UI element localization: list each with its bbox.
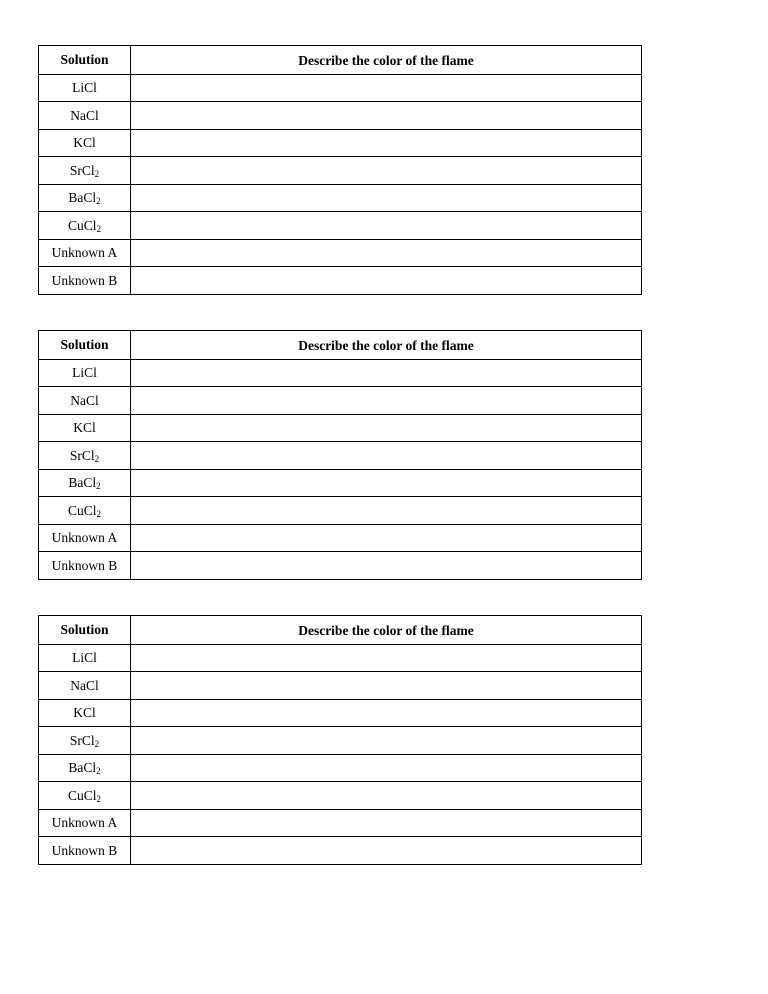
solution-name: LiCl [72,650,97,665]
solution-name: LiCl [72,365,97,380]
table-row [39,129,642,157]
solution-cell [39,102,131,130]
solution-cell [39,74,131,102]
table-row [39,469,642,497]
flame-color-answer-cell[interactable] [131,442,642,470]
solution-name: BaCl [68,760,97,775]
table-row [39,699,642,727]
solution-cell [39,782,131,810]
solution-name: CuCl [67,502,97,518]
flame-color-answer-cell[interactable] [131,754,642,782]
flame-color-answer-cell[interactable] [131,672,642,700]
solution-column-header: Solution [39,616,131,645]
solution-name: KCl [73,705,96,720]
solution-name: SrCl [69,732,95,748]
solution-name: Unknown A [51,245,118,260]
solution-cell [39,267,131,295]
solution-name: SrCl [69,162,95,178]
solution-name: Unknown A [51,530,118,545]
solution-cell [39,442,131,470]
table-row [39,497,642,525]
describe-column-header: Describe the color of the flame [131,616,642,645]
table-row [39,239,642,267]
solution-cell [39,469,131,497]
solution-cell [39,524,131,552]
flame-color-answer-cell[interactable] [131,212,642,240]
solution-name: CuCl [67,787,97,803]
flame-color-answer-cell[interactable] [131,552,642,580]
solution-cell [39,837,131,865]
table-row [39,754,642,782]
solution-cell [39,184,131,212]
solution-cell [39,809,131,837]
solution-subscript: 2 [96,223,101,234]
solution-name: NaCl [70,677,99,693]
solution-cell [39,387,131,415]
flame-color-table-3 [38,615,642,865]
table-header-row [39,616,642,645]
table-row [39,184,642,212]
table-header-row [39,331,642,360]
solution-column-header: Solution [39,331,131,360]
solution-cell [39,552,131,580]
solution-name: Unknown A [51,815,118,830]
solution-cell [39,672,131,700]
flame-color-answer-cell[interactable] [131,699,642,727]
table-row [39,672,642,700]
solution-subscript: 2 [96,508,101,519]
solution-name: BaCl [68,190,97,205]
describe-column-header: Describe the color of the flame [131,46,642,75]
solution-cell [39,754,131,782]
solution-name: SrCl [69,447,95,463]
table-row [39,102,642,130]
table-row [39,157,642,185]
table-row [39,524,642,552]
flame-color-answer-cell[interactable] [131,809,642,837]
table-row [39,837,642,865]
solution-cell [39,414,131,442]
solution-name: Unknown B [51,272,118,288]
flame-color-answer-cell[interactable] [131,359,642,387]
solution-cell [39,497,131,525]
flame-color-answer-cell[interactable] [131,239,642,267]
solution-name: KCl [73,420,96,435]
solution-subscript: 2 [96,766,101,776]
flame-color-answer-cell[interactable] [131,387,642,415]
flame-color-answer-cell[interactable] [131,102,642,130]
solution-subscript: 2 [94,168,100,179]
flame-color-table-2 [38,330,642,580]
flame-color-answer-cell[interactable] [131,524,642,552]
solution-name: LiCl [72,80,97,95]
flame-color-answer-cell[interactable] [131,644,642,672]
flame-color-answer-cell[interactable] [131,267,642,295]
solution-name: NaCl [70,392,99,408]
table-row [39,414,642,442]
solution-name: Unknown B [51,557,118,573]
table-row [39,782,642,810]
solution-subscript: 2 [96,196,101,206]
solution-cell [39,129,131,157]
table-row [39,359,642,387]
flame-color-table-1 [38,45,642,295]
table-row [39,809,642,837]
table-row [39,212,642,240]
flame-color-answer-cell[interactable] [131,184,642,212]
solution-cell [39,727,131,755]
flame-color-answer-cell[interactable] [131,414,642,442]
solution-name: Unknown B [51,842,118,858]
solution-subscript: 2 [94,453,100,464]
table-header-row [39,46,642,75]
table-row [39,387,642,415]
flame-color-answer-cell[interactable] [131,157,642,185]
solution-cell [39,212,131,240]
solution-name: NaCl [70,107,99,123]
solution-name: BaCl [68,475,97,490]
solution-cell [39,699,131,727]
solution-column-header: Solution [39,46,131,75]
flame-color-answer-cell[interactable] [131,497,642,525]
flame-color-answer-cell[interactable] [131,74,642,102]
table-row [39,644,642,672]
solution-cell [39,157,131,185]
table-row [39,442,642,470]
table-row [39,552,642,580]
solution-subscript: 2 [96,793,101,804]
solution-subscript: 2 [96,481,101,491]
solution-cell [39,359,131,387]
solution-cell [39,239,131,267]
flame-color-answer-cell[interactable] [131,837,642,865]
flame-color-answer-cell[interactable] [131,129,642,157]
table-row [39,267,642,295]
solution-name: KCl [73,135,96,150]
solution-name: CuCl [67,217,97,233]
flame-color-answer-cell[interactable] [131,727,642,755]
solution-cell [39,644,131,672]
flame-color-answer-cell[interactable] [131,782,642,810]
flame-color-answer-cell[interactable] [131,469,642,497]
table-row [39,74,642,102]
solution-subscript: 2 [94,738,100,749]
describe-column-header: Describe the color of the flame [131,331,642,360]
table-row [39,727,642,755]
